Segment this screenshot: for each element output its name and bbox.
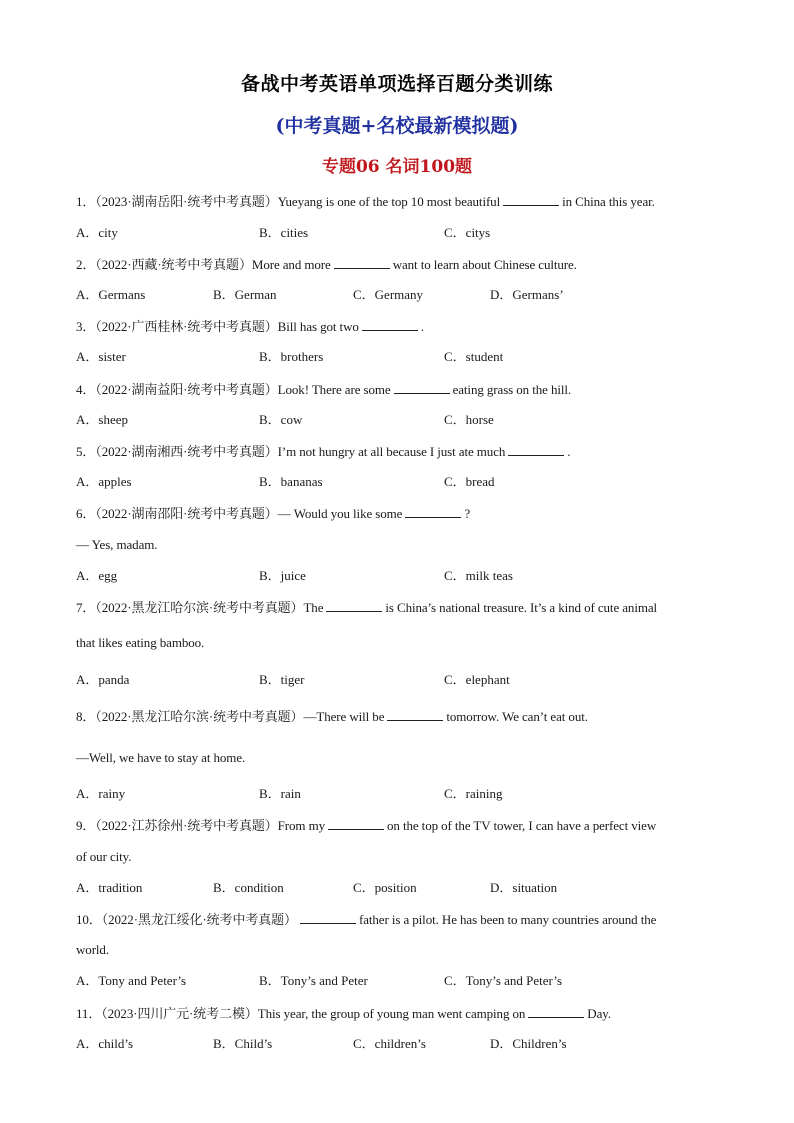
option-b: B．cow	[259, 412, 303, 427]
question-6-response: — Yes, madam.	[76, 537, 158, 552]
option-b: B．Child’s	[213, 1036, 273, 1051]
option-b: B．cities	[259, 225, 309, 240]
question-8-response: —Well, we have to stay at home.	[76, 750, 246, 765]
option-c: C．children’s	[353, 1036, 426, 1051]
answer-blank	[387, 708, 443, 721]
question-6: 6．（2022·湖南邵阳·统考中考真题）— Would you like some ?	[76, 506, 471, 521]
answer-blank	[508, 443, 564, 456]
option-c: C．horse	[444, 412, 494, 427]
option-a: A．apples	[76, 474, 132, 489]
option-c: C．bread	[444, 474, 495, 489]
option-d: D．situation	[490, 880, 558, 895]
option-b: B．condition	[213, 880, 284, 895]
option-b: B．bananas	[259, 474, 323, 489]
question-3: 3．（2022·广西桂林·统考中考真题）Bill has got two .	[76, 319, 424, 334]
question-9: 9．（2022·江苏徐州·统考中考真题）From my on the top of the TV tower, I can have a perfect view	[76, 818, 657, 833]
answer-blank	[503, 193, 559, 206]
question-10-continuation: world.	[76, 942, 109, 957]
option-a: A．tradition	[76, 880, 143, 895]
answer-blank	[394, 381, 450, 394]
option-b: B．juice	[259, 568, 306, 583]
question-10: 10．（2022·黑龙江绥化·统考中考真题） father is a pilot. He has been to many countries around the	[76, 912, 657, 927]
option-a: A．egg	[76, 568, 118, 583]
question-7-continuation: that likes eating bamboo.	[76, 635, 205, 650]
option-c: C．Tony’s and Peter’s	[444, 973, 563, 988]
option-c: C．elephant	[444, 672, 510, 687]
option-b: B．brothers	[259, 349, 324, 364]
question-5: 5．（2022·湖南湘西·统考中考真题）I’m not hungry at all because I just ate much .	[76, 444, 571, 459]
answer-blank	[362, 318, 418, 331]
option-a: A．Germans	[76, 287, 146, 302]
option-b: B．tiger	[259, 672, 305, 687]
answer-blank	[405, 505, 461, 518]
question-1: 1．（2023·湖南岳阳·统考中考真题）Yueyang is one of the top 10 most beautiful in China this year.	[76, 194, 655, 209]
option-a: A．rainy	[76, 786, 126, 801]
option-b: B．Tony’s and Peter	[259, 973, 368, 988]
option-c: C．raining	[444, 786, 503, 801]
question-8: 8．（2022·黑龙江哈尔滨·统考中考真题）—There will be tomorrow. We can’t eat out.	[76, 709, 588, 724]
option-a: A．child’s	[76, 1036, 134, 1051]
option-a: A．panda	[76, 672, 130, 687]
document-title: 备战中考英语单项选择百题分类训练	[240, 73, 553, 95]
option-d: D．Germans’	[490, 287, 564, 302]
answer-blank	[300, 911, 356, 924]
answer-blank	[328, 817, 384, 830]
answer-blank	[334, 256, 390, 269]
option-a: A．city	[76, 225, 118, 240]
option-a: A．Tony and Peter’s	[76, 973, 187, 988]
topic-title: 专题06 名词100题	[321, 157, 473, 177]
answer-blank	[528, 1005, 584, 1018]
question-11: 11．（2023·四川广元·统考二模）This year, the group of young man went camping on Day.	[76, 1006, 611, 1021]
option-b: B．German	[213, 287, 277, 302]
question-4: 4．（2022·湖南益阳·统考中考真题）Look! There are some eating grass on the hill.	[76, 382, 572, 397]
option-c: C．position	[353, 880, 417, 895]
answer-blank	[326, 599, 382, 612]
option-a: A．sheep	[76, 412, 128, 427]
option-d: D．Children’s	[490, 1036, 567, 1051]
option-b: B．rain	[259, 786, 301, 801]
option-a: A．sister	[76, 349, 126, 364]
option-c: C．milk teas	[444, 568, 513, 583]
option-c: C．student	[444, 349, 504, 364]
question-2: 2．（2022·西藏·统考中考真题）More and more want to learn about Chinese culture.	[76, 257, 577, 272]
question-7: 7．（2022·黑龙江哈尔滨·统考中考真题）The is China’s national treasure. It’s a kind of cute animal	[76, 600, 658, 615]
question-9-continuation: of our city.	[76, 849, 132, 864]
option-c: C．citys	[444, 225, 491, 240]
option-c: C．Germany	[353, 287, 424, 302]
document-subtitle: (中考真题+名校最新模拟题)	[275, 115, 519, 137]
